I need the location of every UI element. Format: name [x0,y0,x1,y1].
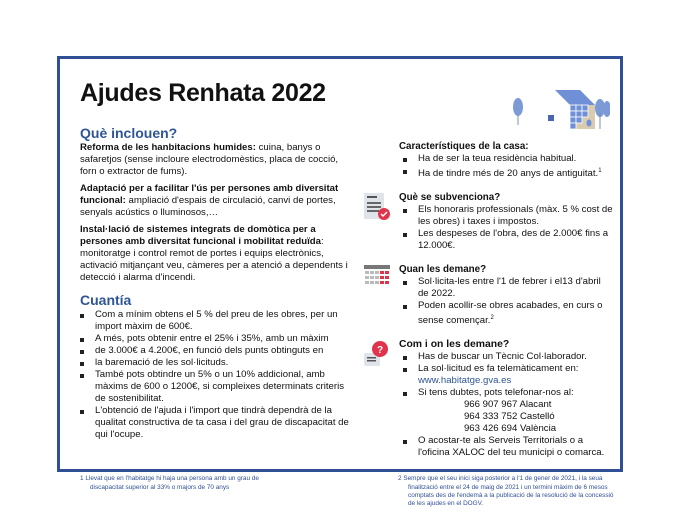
include-item-title: Adaptació per a facilitar l'ús per persones amb diversitat funcional: [80,183,339,206]
question-chat-icon [363,339,391,369]
quan-heading: Quan les demane? [398,264,487,276]
footnote-number: 2 [398,475,402,483]
footnote-text: de les ajudes en el DOGV. [408,499,484,507]
list-item-text: Si tens dubtes, pots telefonar-nos al: [417,387,574,399]
list-item: Els honoraris professionals (màx. 5 % cost de les obres) i taxes i impostos. [399,204,614,228]
footnote-1 [80,475,398,508]
footnote-text: comptats des de l'endemà a la publicació de la resolució de la concessió [408,491,614,499]
page-frame [57,56,623,472]
list-item [399,387,614,435]
casa-section [363,141,614,180]
footnote-text: finalització entre el 24 de maig de 2021 i un termini màxim de 6 mesos [408,483,608,491]
cuantia-list [76,309,355,441]
left-column [80,125,355,459]
footnote-text: Sempre que el seu inici siga posterior a l'1 de gener de 2021, i la seua [403,475,603,483]
list-item: L'obtenció de l'ajuda i l'import que tindrà dependrà de la qualitat constructiva de ta casa i del grau de discapacitat de qui l'ocupe. [76,405,355,441]
footnote-ref: 2 [490,315,494,322]
footnotes [57,475,680,508]
include-item-title: Reforma de les hanbitacions humides: [80,142,256,153]
section-heading-cuantia: Cuantía [80,292,132,308]
include-item [80,183,355,219]
footnote-text: Llevat que en l'habitatge hi haja una persona amb un grau de [85,475,259,483]
list-item [399,165,614,180]
list-item: Les despeses de l'obra, des de 2.000€ fins a 12.000€. [399,228,614,252]
right-column [363,125,614,459]
phone-castello: 964 333 752 Castelló [463,411,555,423]
svg-text:?: ? [376,345,384,357]
website-link[interactable]: www.habitatge.gva.es [417,375,512,387]
section-heading-que-inclouen: Què inclouen? [80,125,178,141]
include-item [80,224,355,284]
list-item: Sol·licita-les entre l'1 de febrer i el13 d'abril de 2022. [399,276,614,300]
include-item [80,142,355,178]
footnote-2 [398,475,628,508]
list-item: de 3.000€ a 4.200€, en funció dels punts obtinguts en [76,345,355,357]
include-item-title: Instal·lació de sistemes integrats de domòtica per a persones amb diversitat funcional i mobilitat reduïda [80,224,321,247]
list-item-text: La sol·licitud es fa telemàticament en: [417,363,579,375]
list-item-text: Ha de tindre més de 20 anys de antiguitat. [417,168,599,180]
include-item-text: : monitoratge i control remot de portes i equips electrònics, activació mitjançant veu, càmeres per a atenció a dependents i detecció i alarma d'incendi. [80,236,348,283]
list-item [399,300,614,327]
document-check-icon [363,192,391,222]
calendar-icon [363,264,391,288]
footnote-text: discapacitat superior al 33% o majors de 70 anys [90,483,230,491]
phone-alacant: 966 907 967 Alacant [463,399,552,411]
list-item: També pots obtindre un 5% o un 10% addicional, amb màxims de 600 o 1200€, si compleixes determinats criteris de sostenibilitat. [76,369,355,405]
list-item: la baremació de les sol·licituds. [76,357,355,369]
list-item: O acostar-te als Serveis Territorials o a l'oficina XALOC del teu municipi o comarca. [399,435,614,459]
list-item: Ha de ser la teua residència habitual. [399,153,614,165]
casa-heading: Característiques de la casa: [398,141,529,152]
com-section [363,339,614,459]
footnote-number: 1 [80,475,84,483]
quan-section [363,264,614,327]
include-item-text: ampliació d'espais de circulació, canvi de portes, senyals acústics o lluminosos,… [80,195,336,218]
include-item-text: cuina, banys o safaretjos (sense incloure electrodomèstics, placa de cocció, forn o extractor de fums). [80,142,339,177]
subvenciona-heading: Què se subvenciona? [398,192,501,204]
subvenciona-section [363,192,614,252]
page-title: Ajudes Renhata 2022 [80,79,326,107]
list-item: A més, pots obtenir entre el 25% i 35%, amb un màxim [76,333,355,345]
list-item: Has de buscar un Tècnic Col·laborador. [399,351,614,363]
footnote-ref: 1 [598,168,602,174]
com-heading: Com i on les demane? [398,339,510,351]
header [80,73,614,125]
list-item: Com a mínim obtens el 5 % del preu de les obres, per un import màxim de 600€. [76,309,355,333]
list-item [399,363,614,387]
phone-valencia: 963 426 694 València [463,423,557,435]
list-item-text: Poden acollir-se obres acabades, en curs o sense començar. [417,300,603,327]
